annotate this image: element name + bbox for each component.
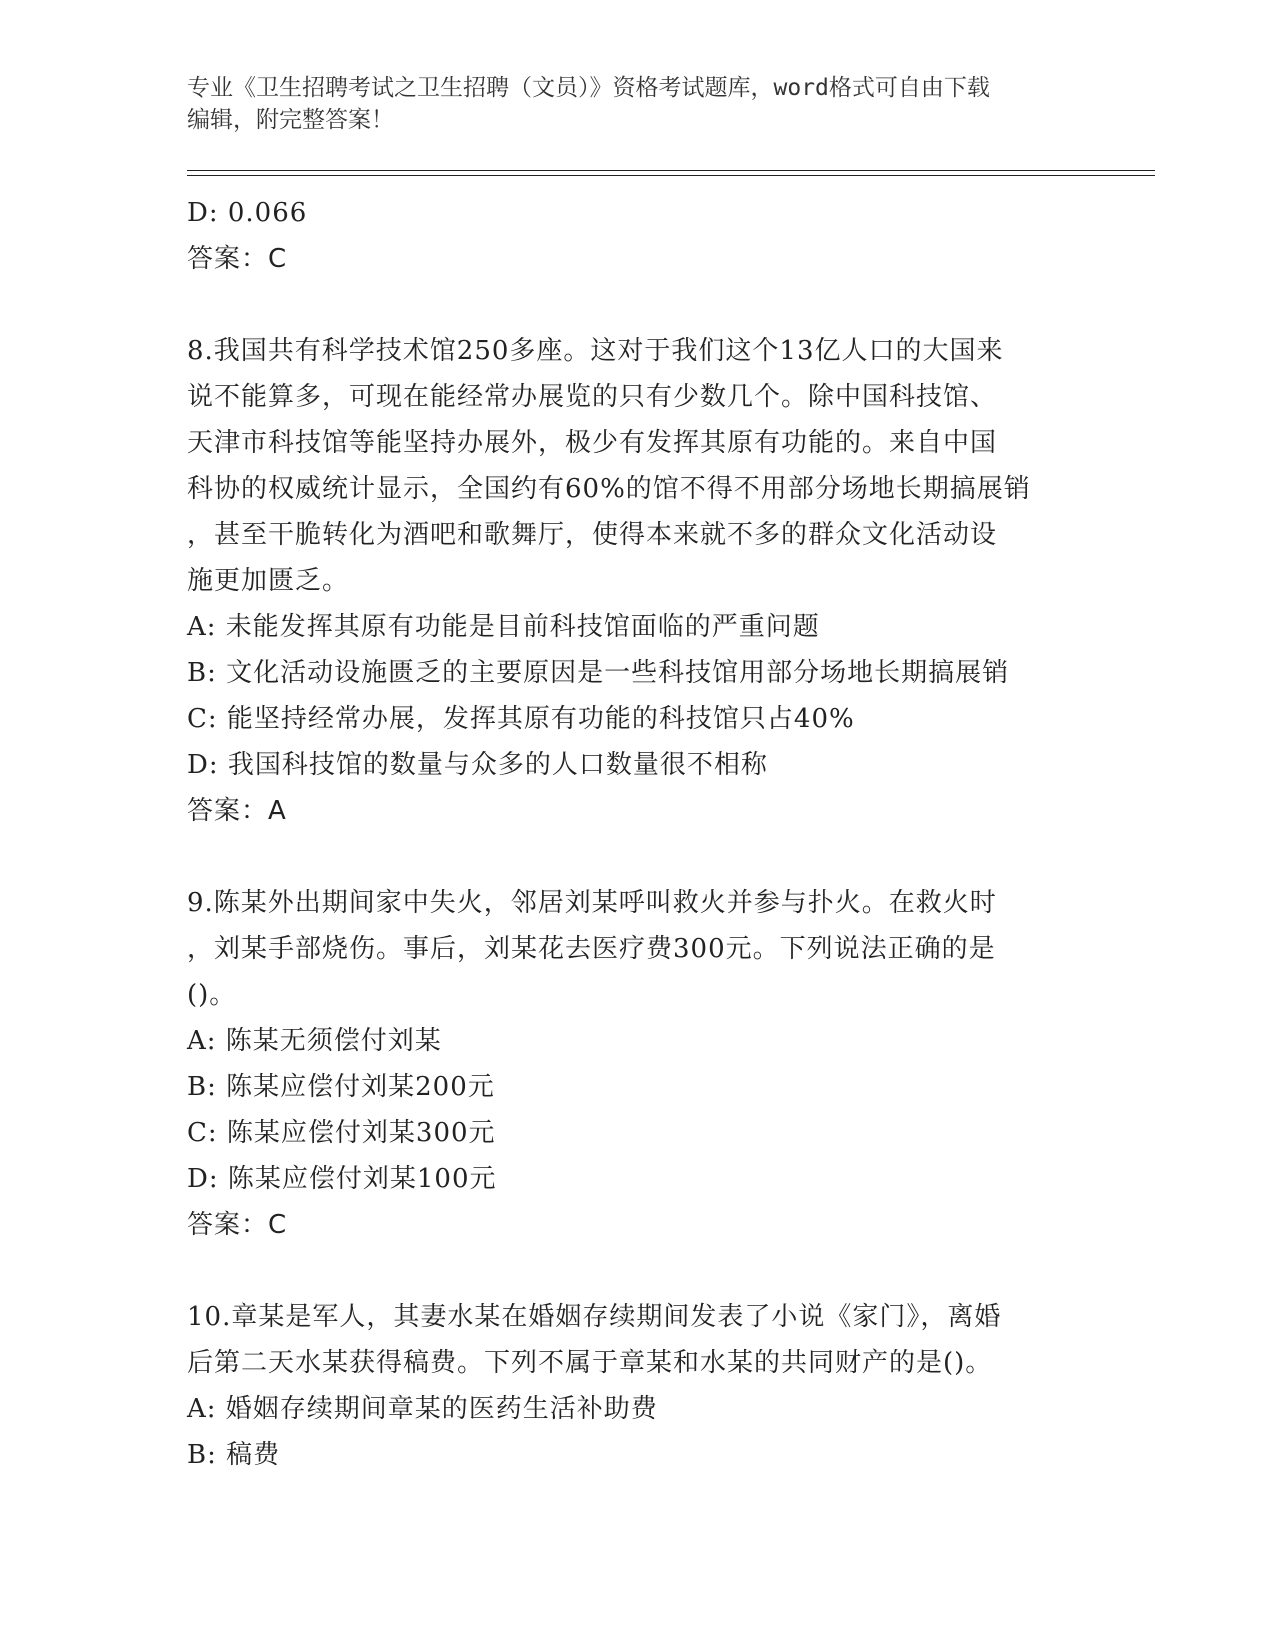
header-line-2: 编辑，附完整答案！ <box>187 107 394 133</box>
header-rule-top <box>187 170 1155 171</box>
stem-line: 施更加匮乏。 <box>187 566 350 596</box>
option-d: D: 陈某应偿付刘某100元 <box>187 1164 497 1194</box>
stem-line: 8.我国共有科学技术馆250多座。这对于我们这个13亿人口的大国来 <box>187 336 1004 366</box>
spacer <box>187 1248 1087 1294</box>
document-body <box>187 190 1087 1478</box>
header-line-1: 专业《卫生招聘考试之卫生招聘（文员）》资格考试题库，word格式可自由下载 <box>187 75 990 101</box>
question-8 <box>187 328 1087 834</box>
option-a: A: 婚姻存续期间章某的医药生活补助费 <box>187 1394 658 1424</box>
stem-line: 科协的权威统计显示，全国约有60%的馆不得不用部分场地长期搞展销 <box>187 474 1031 504</box>
option-c: C: 能坚持经常办展，发挥其原有功能的科技馆只占40% <box>187 704 855 734</box>
stem-line: 10.章某是军人，其妻水某在婚姻存续期间发表了小说《家门》，离婚 <box>187 1302 1002 1332</box>
option-d: D: 0.066 <box>187 198 308 228</box>
answer-line: 答案：C <box>187 1210 288 1240</box>
option-b: B: 文化活动设施匮乏的主要原因是一些科技馆用部分场地长期搞展销 <box>187 658 1010 688</box>
stem-line: ()。 <box>187 980 237 1010</box>
stem-line: 后第二天水某获得稿费。下列不属于章某和水某的共同财产的是()。 <box>187 1348 993 1378</box>
stem-line: ，甚至干脆转化为酒吧和歌舞厅，使得本来就不多的群众文化活动设 <box>187 520 998 550</box>
option-b: B: 稿费 <box>187 1440 281 1470</box>
continued-question <box>187 190 1087 282</box>
header-rule-bottom <box>187 175 1155 176</box>
stem-line: 说不能算多，可现在能经常办展览的只有少数几个。除中国科技馆、 <box>187 382 998 412</box>
stem-line: 9.陈某外出期间家中失火，邻居刘某呼叫救火并参与扑火。在救火时 <box>187 888 997 918</box>
option-a: A: 未能发挥其原有功能是目前科技馆面临的严重问题 <box>187 612 820 642</box>
option-c: C: 陈某应偿付刘某300元 <box>187 1118 496 1148</box>
option-b: B: 陈某应偿付刘某200元 <box>187 1072 495 1102</box>
stem-line: ，刘某手部烧伤。事后，刘某花去医疗费300元。下列说法正确的是 <box>187 934 996 964</box>
option-a: A: 陈某无须偿付刘某 <box>187 1026 442 1056</box>
option-d: D: 我国科技馆的数量与众多的人口数量很不相称 <box>187 750 768 780</box>
document-header <box>187 72 1087 136</box>
question-9 <box>187 880 1087 1248</box>
spacer <box>187 834 1087 880</box>
question-10 <box>187 1294 1087 1478</box>
stem-line: 天津市科技馆等能坚持办展外，极少有发挥其原有功能的。来自中国 <box>187 428 998 458</box>
answer-line: 答案：C <box>187 244 288 274</box>
spacer <box>187 282 1087 328</box>
answer-line: 答案：A <box>187 796 287 826</box>
